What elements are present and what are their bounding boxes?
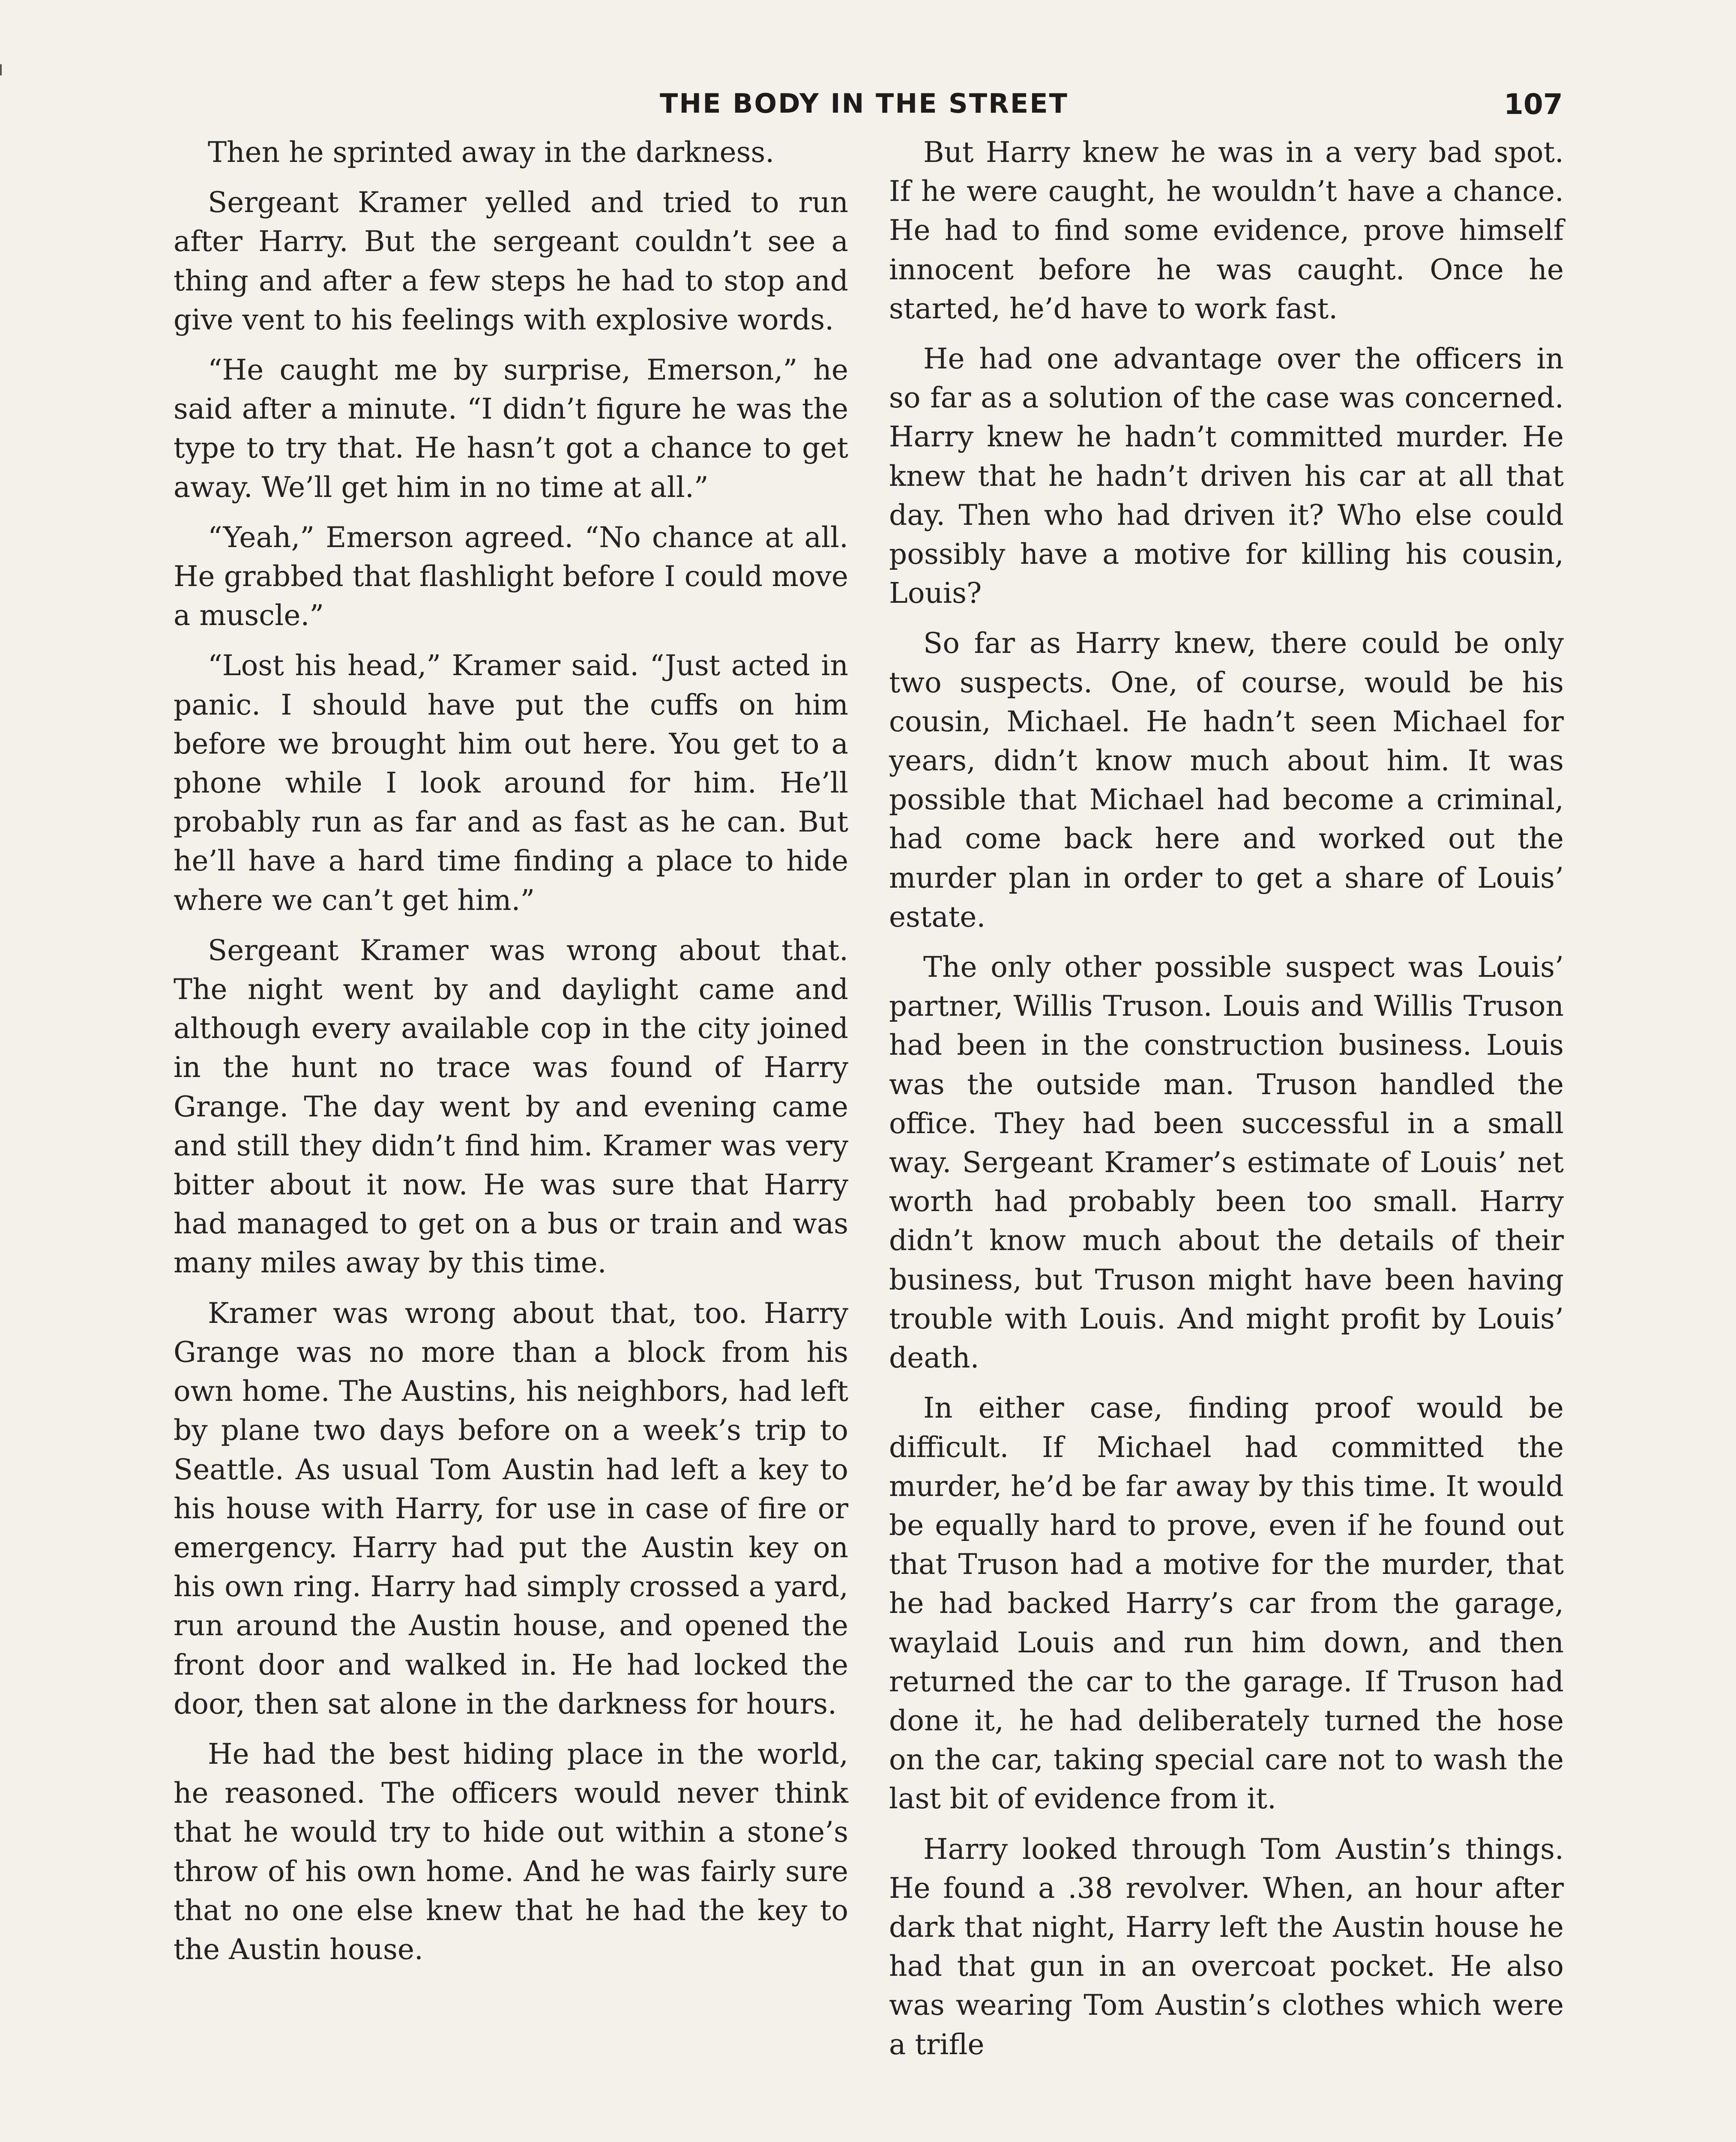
paragraph: So far as Harry knew, there could be only two suspects. One, of course, would be his cousin, Michael. He hadn’t seen Michael for years, didn’t know much about him. It was possible that Michael had become a criminal, had come back here and worked out the murder plan in order to get a share of Louis’ estate. [889,627,1564,933]
left-column [174,133,848,1980]
paragraph: He had the best hiding place in the world, he reasoned. The officers would never think that he would try to hide out within a stone’s throw of his own home. And he was fairly sure that no one else knew that he had the key to the Austin house. [174,1737,848,1966]
paragraph: Sergeant Kramer yelled and tried to run after Harry. But the sergeant couldn’t see a thing and after a few steps he had to stop and give vent to his feelings with explosive words. [174,186,848,336]
paragraph: But Harry knew he was in a very bad spot. If he were caught, he wouldn’t have a chance. He had to find some evidence, prove himself innocent before he was caught. Once he started, he’d have to work fast. [889,136,1564,325]
paragraph: Sergeant Kramer was wrong about that. The night went by and daylight came and although every available cop in the city joined in the hunt no trace was found of Harry Grange. The day went by and evening came and still they didn’t find him. Kramer was very bitter about it now. He was sure that Harry had managed to get on a bus or train and was many miles away by this time. [174,933,848,1280]
paragraph: Kramer was wrong about that, too. Harry Grange was no more than a block from his own home. The Austins, his neighbors, had left by plane two days before on a week’s trip to Seattle. As usual Tom Austin had left a key to his house with Harry, for use in case of fire or emergency. Harry had put the Austin key on his own ring. Harry had simply crossed a yard, run around the Austin house, and opened the front door and walked in. He had locked the door, then sat alone in the darkness for hours. [174,1296,848,1720]
paragraph: In either case, finding proof would be difficult. If Michael had committed the murder, he’d be far away by this time. It would be equally hard to prove, even if he found out that Truson had a motive for the murder, that he had backed Harry’s car from the garage, waylaid Louis and run him down, and then returned the car to the garage. If Truson had done it, he had deliberately turned the hose on the car, taking special care not to wash the last bit of evidence from it. [889,1391,1564,1816]
paragraph: Harry looked through Tom Austin’s things. He found a .38 revolver. When, an hour after dark that night, Harry left the Austin house he had that gun in an overcoat pocket. He also was wearing Tom Austin’s clothes which were a trifle [889,1832,1564,2061]
right-column [889,133,1564,2075]
paragraph: “Lost his head,” Kramer said. “Just acted in panic. I should have put the cuffs on him before we brought him out here. You get to a phone while I look around for him. He’ll probably run as far and as fast as he can. But he’ll have a hard time finding a place to hide where we can’t get him.” [174,649,848,917]
page-number: 107 [1504,88,1563,121]
paragraph: He had one advantage over the officers in so far as a solution of the case was concerned. Harry knew he hadn’t committed murder. He knew that he hadn’t driven his car at all that day. Then who had driven it? Who else could possibly have a motive for killing his cousin, Louis? [889,342,1564,610]
paragraph: The only other possible suspect was Louis’ partner, Willis Truson. Louis and Willis Truson had been in the construction business. Louis was the outside man. Truson handled the office. They had been successful in a small way. Sergeant Kramer’s estimate of Louis’ net worth had probably been too small. Harry didn’t know much about the details of their business, but Truson might have been having trouble with Louis. And might profit by Louis’ death. [889,951,1564,1375]
page-edge-mark [0,64,2,75]
paragraph: “He caught me by surprise, Emerson,” he said after a minute. “I didn’t figure he was the type to try that. He hasn’t got a chance to get away. We’ll get him in no time at all.” [174,353,848,504]
running-title: THE BODY IN THE STREET [660,88,1069,119]
paragraph: Then he sprinted away in the darkness. [208,136,775,169]
paragraph: “Yeah,” Emerson agreed. “No chance at all. He grabbed that flashlight before I could move a muscle.” [174,521,848,632]
